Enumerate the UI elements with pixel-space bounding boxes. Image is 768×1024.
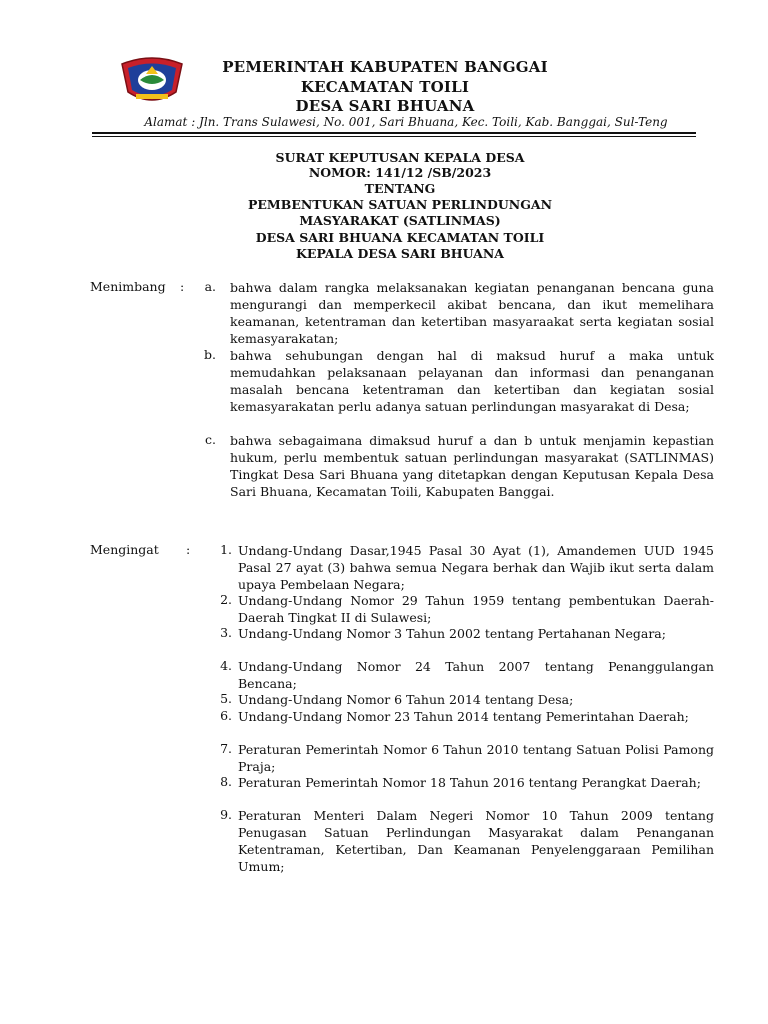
law-item-text: Undang-Undang Nomor 24 Tahun 2007 tentang Penanggulangan Bencana; — [238, 659, 714, 691]
law-item-text: Peraturan Pemerintah Nomor 18 Tahun 2016 tentang Perangkat Daerah; — [238, 775, 701, 790]
law-item-number: 2. — [220, 592, 232, 607]
letterhead-divider-thick — [92, 132, 696, 134]
decree-subject-line-1: PEMBENTUKAN SATUAN PERLINDUNGAN — [248, 197, 552, 212]
letterhead-divider-thin — [92, 136, 696, 137]
law-item-number: 9. — [220, 807, 232, 822]
decree-subject-line-2: MASYARAKAT (SATLINMAS) — [299, 213, 501, 228]
law-item-number: 3. — [220, 625, 232, 640]
decree-title: SURAT KEPUTUSAN KEPALA DESA — [275, 150, 525, 165]
decree-subject-line-3: DESA SARI BHUANA KECAMATAN TOILI — [255, 230, 545, 245]
decree-subject-line-4: KEPALA DESA SARI BHUANA — [296, 246, 504, 261]
considering-item-text: bahwa sebagaimana dimaksud huruf a dan b untuk menjamin kepastian hukum, perlu membentuk satuan perlindungan masyarakat (SATLINMAS) Tingkat Desa Sari Bhuana yang ditetapkan dengan Keputusan Kepala Desa Sari Bhuana, Kecamatan Toili, Kabupaten Banggai. — [230, 433, 714, 499]
considering-colon: : — [180, 279, 185, 294]
considering-marker: b. — [204, 347, 216, 362]
law-item-number: 6. — [220, 708, 232, 723]
remembering-colon: : — [186, 542, 191, 557]
header-district-line: KECAMATAN TOILI — [300, 78, 470, 96]
law-item-text: Undang-Undang Dasar,1945 Pasal 30 Ayat (1), Amandemen UUD 1945 Pasal 27 ayat (3) bahwa semua Negara berhak dan Wajib ikut serta dalam upaya Pembelaan Negara; — [238, 543, 714, 592]
header-government-line: PEMERINTAH KABUPATEN BANGGAI — [222, 58, 548, 76]
remembering-label: Mengingat — [90, 542, 159, 557]
law-item-text: Undang-Undang Nomor 6 Tahun 2014 tentang Desa; — [238, 692, 574, 707]
law-item-text: Peraturan Menteri Dalam Negeri Nomor 10 Tahun 2009 tentang Penugasan Satuan Perlindungan Masyarakat dalam Penanganan Ketentraman, Ketertiban, Dan Keamanan Penyelenggaraan Pemilihan Umum; — [238, 808, 714, 874]
law-item-text: Undang-Undang Nomor 3 Tahun 2002 tentang Pertahanan Negara; — [238, 626, 666, 641]
decree-number: NOMOR: 141/12 /SB/2023 — [308, 165, 492, 180]
considering-marker: c. — [205, 432, 216, 447]
law-item-number: 4. — [220, 658, 232, 673]
considering-marker: a. — [204, 279, 216, 294]
law-item-text: Undang-Undang Nomor 23 Tahun 2014 tentang Pemerintahan Daerah; — [238, 709, 689, 724]
law-item-number: 5. — [220, 691, 232, 706]
law-item-text: Undang-Undang Nomor 29 Tahun 1959 tentang pembentukan Daerah-Daerah Tingkat II di Sulawesi; — [238, 593, 714, 625]
law-item-text: Peraturan Pemerintah Nomor 6 Tahun 2010 tentang Satuan Polisi Pamong Praja; — [238, 742, 714, 774]
considering-item-text: bahwa dalam rangka melaksanakan kegiatan penanganan bencana guna mengurangi dan memperkecil akibat bencana, dan ikut memelihara keamanan, ketentraman dan ketertiban masyaraakat serta kegiatan sosial kemasyarakatan; — [230, 280, 714, 346]
law-item-number: 7. — [220, 741, 232, 756]
decree-about: TENTANG — [364, 181, 436, 196]
header-village-line: DESA SARI BHUANA — [295, 97, 475, 115]
law-item-number: 8. — [220, 774, 232, 789]
header-address: Alamat : Jln. Trans Sulawesi, No. 001, Sari Bhuana, Kec. Toili, Kab. Banggai, Sul-Teng — [144, 115, 668, 129]
law-item-number: 1. — [220, 542, 232, 557]
considering-label: Menimbang — [90, 279, 166, 294]
considering-item-text: bahwa sehubungan dengan hal di maksud huruf a maka untuk memudahkan pelaksanaan pelayanan dan informasi dan penanganan masalah bencana ketentraman dan ketertiban dan kegiatan sosial kemasyarakatan perlu adanya satuan perlindungan masyarakat di Desa; — [230, 348, 714, 414]
